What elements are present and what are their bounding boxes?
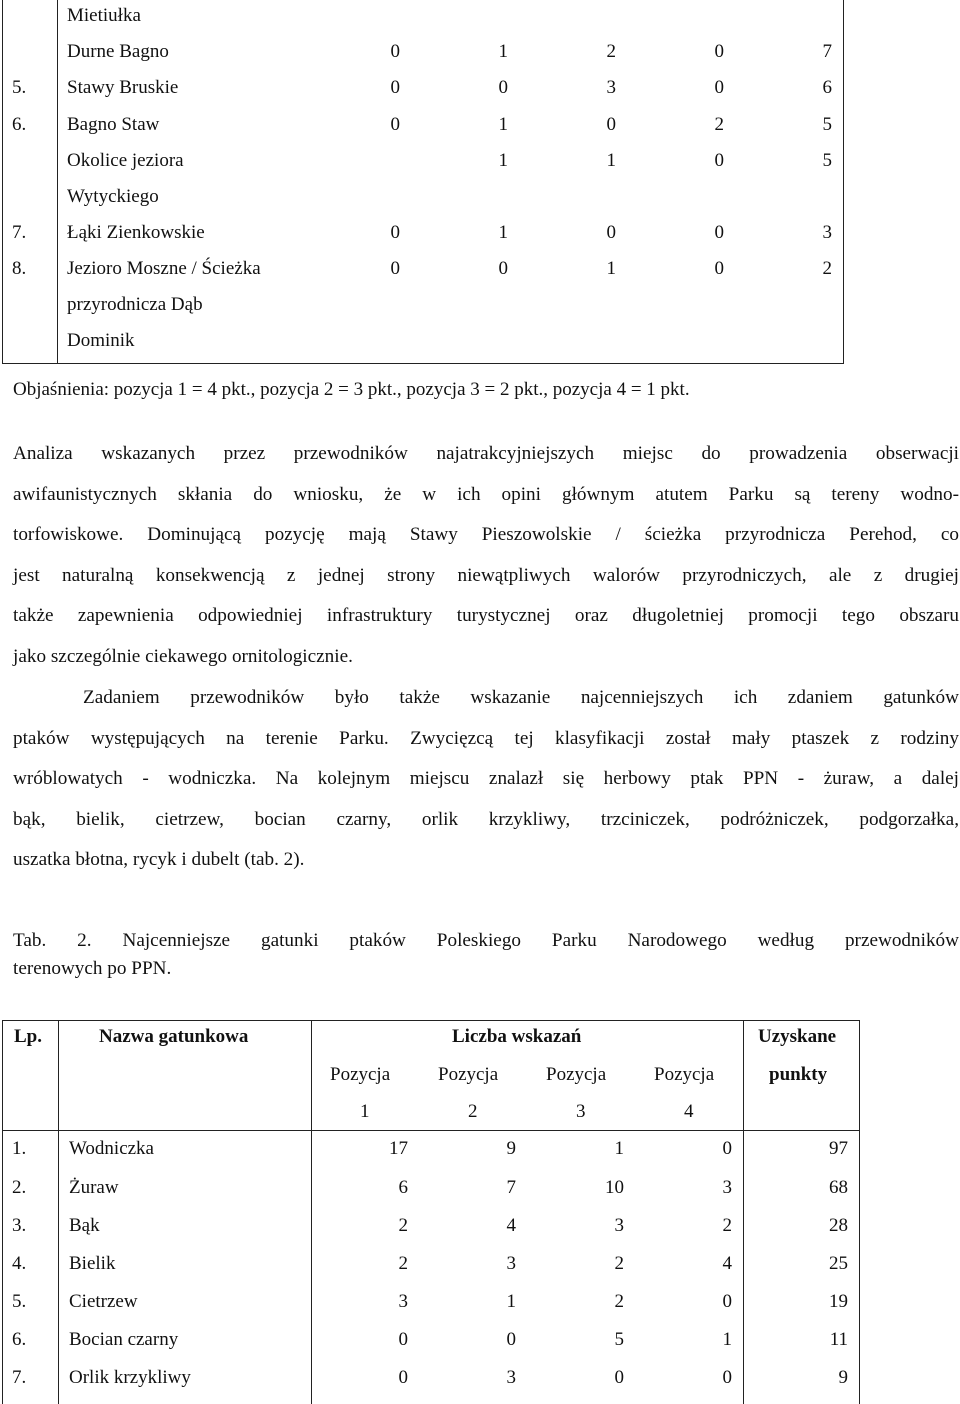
table-row-lp: 6. <box>12 114 27 135</box>
table-row-lp: 8. <box>12 258 27 279</box>
table-cell: 0 <box>398 1367 408 1388</box>
table-cell: 0 <box>614 1367 624 1388</box>
table-cell: 5 <box>614 1329 624 1350</box>
table-cell: 2 <box>398 1215 408 1236</box>
table-cell-name: Wodniczka <box>69 1138 154 1159</box>
table-row <box>0 1253 860 1291</box>
table-cell: 5 <box>822 150 832 171</box>
table-cell: 3 <box>398 1291 408 1312</box>
table-row <box>0 1177 860 1215</box>
table-cell: 2 <box>606 41 616 62</box>
table-cell: 1 <box>506 1291 516 1312</box>
table-cell: 0 <box>714 222 724 243</box>
column-header-position-1: Pozycja <box>330 1064 391 1085</box>
table-row-name: przyrodnicza Dąb <box>67 294 203 315</box>
table-cell: 0 <box>390 77 400 98</box>
paragraph-line: uszatka błotna, rycyk i dubelt (tab. 2). <box>13 849 305 870</box>
table-cell: 7 <box>506 1177 516 1198</box>
table-cell: 1 <box>498 41 508 62</box>
table-cell-name: Bocian czarny <box>69 1329 179 1350</box>
table-cell-name: Bąk <box>69 1215 100 1236</box>
table-1-col-divider <box>57 0 58 364</box>
table-cell: 0 <box>390 258 400 279</box>
column-header-name: Nazwa gatunkowa <box>99 1026 249 1047</box>
table-row <box>0 1215 860 1253</box>
paragraph-line: bąk, bielik, cietrzew, bocian czarny, orlik krzykliwy, trzciniczek, podróżniczek, podgorzałka, <box>13 808 959 830</box>
table-row-name: Jezioro Moszne / Ścieżka <box>67 258 261 279</box>
paragraph-species <box>13 678 959 881</box>
table-row-name: Mietiułka <box>67 5 141 26</box>
table-cell: 0 <box>498 77 508 98</box>
table-cell: 19 <box>829 1291 848 1312</box>
table-cell: 2 <box>614 1253 624 1274</box>
table-row-lp: 7. <box>12 222 27 243</box>
table-cell: 10 <box>605 1177 624 1198</box>
table-row-name: Okolice jeziora <box>67 150 184 171</box>
table-cell: 0 <box>606 222 616 243</box>
column-header-position-2-num: 2 <box>468 1101 478 1122</box>
table-cell: 4 <box>506 1215 516 1236</box>
table-1-border-right <box>843 0 844 364</box>
table-cell: 0 <box>714 41 724 62</box>
table-row-name: Stawy Bruskie <box>67 77 179 98</box>
table-cell: 2 <box>614 1291 624 1312</box>
table-cell: 0 <box>714 77 724 98</box>
table-cell: 2 <box>722 1215 732 1236</box>
table-cell: 1 <box>606 150 616 171</box>
paragraph-line: także zapewnienia odpowiedniej infrastruktury turystycznej oraz długoletniej promocji tego obszaru <box>13 605 959 626</box>
table-cell: 3 <box>506 1367 516 1388</box>
table-cell: 68 <box>829 1177 848 1198</box>
column-header-position-2: Pozycja <box>438 1064 499 1085</box>
table-2-border-top <box>2 1020 860 1021</box>
table-cell: 25 <box>829 1253 848 1274</box>
table-cell: 5 <box>822 114 832 135</box>
table-cell: 0 <box>390 222 400 243</box>
table-cell: 0 <box>390 114 400 135</box>
table-row-name: Dominik <box>67 330 135 351</box>
table-cell-name: Żuraw <box>69 1177 119 1198</box>
table-cell: 1 <box>498 114 508 135</box>
table-cell: 9 <box>506 1138 516 1159</box>
table-cell: 0 <box>722 1367 732 1388</box>
table-2-caption <box>13 927 959 983</box>
table-cell: 0 <box>498 258 508 279</box>
table-cell: 3 <box>606 77 616 98</box>
caption-line: Tab. 2. Najcenniejsze gatunki ptaków Poleskiego Parku Narodowego według przewodników <box>13 930 959 951</box>
column-header-count: Liczba wskazań <box>452 1026 582 1047</box>
paragraph-line: wróblowatych - wodniczka. Na kolejnym miejscu znalazł się herbowy ptak PPN - żuraw, a dalej <box>13 768 959 789</box>
table-cell: 11 <box>829 1329 848 1350</box>
table-cell: 9 <box>838 1367 848 1388</box>
table-cell: 3 <box>614 1215 624 1236</box>
table-cell: 28 <box>829 1215 848 1236</box>
table-cell: 2 <box>714 114 724 135</box>
column-header-points: Uzyskane <box>758 1026 837 1047</box>
paragraph-line: jako szczególnie ciekawego ornitologicznie. <box>13 645 353 667</box>
column-header-position-4: Pozycja <box>654 1064 715 1085</box>
table-cell: 0 <box>714 150 724 171</box>
table-cell: 0 <box>506 1329 516 1350</box>
table-1-explanation: Objaśnienia: pozycja 1 = 4 pkt., pozycja 2 = 3 pkt., pozycja 3 = 2 pkt., pozycja 4 = 1 pkt. <box>13 379 690 400</box>
table-cell-lp: 5. <box>12 1291 27 1312</box>
table-cell: 1 <box>722 1329 732 1350</box>
table-1-border-left <box>2 0 3 364</box>
paragraph-line: jest naturalną konsekwencją z jednej strony niewątpliwych walorów przyrodniczych, ale z drugiej <box>13 564 959 586</box>
table-cell-lp: 6. <box>12 1329 27 1350</box>
column-header-position-1-num: 1 <box>360 1101 370 1122</box>
table-row-name: Łąki Zienkowskie <box>67 222 205 243</box>
table-cell: 2 <box>398 1253 408 1274</box>
table-1-border-bottom <box>2 363 844 364</box>
table-row-name: Bagno Staw <box>67 114 160 135</box>
table-cell-lp: 1. <box>12 1138 27 1159</box>
table-cell: 97 <box>829 1138 848 1159</box>
column-header-position-3: Pozycja <box>546 1064 607 1085</box>
table-cell: 6 <box>398 1177 408 1198</box>
caption-line: terenowych po PPN. <box>13 958 172 979</box>
table-cell: 1 <box>498 222 508 243</box>
table-row <box>0 1329 860 1367</box>
table-cell-lp: 3. <box>12 1215 27 1236</box>
table-row <box>0 1138 860 1176</box>
table-cell-lp: 2. <box>12 1177 27 1198</box>
table-2-header-divider <box>2 1130 860 1131</box>
table-cell: 0 <box>714 258 724 279</box>
paragraph-line: Analiza wskazanych przez przewodników najatrakcyjniejszych miejsc do prowadzenia obserwacji <box>13 443 959 464</box>
table-cell: 0 <box>390 41 400 62</box>
table-cell: 7 <box>822 41 832 62</box>
table-row <box>0 1367 860 1404</box>
table-cell: 0 <box>398 1329 408 1350</box>
table-cell: 3 <box>506 1253 516 1274</box>
paragraph-line: Zadaniem przewodników było także wskazanie najcenniejszych ich zdaniem gatunków <box>83 687 959 708</box>
table-cell-name: Bielik <box>69 1253 116 1274</box>
table-cell-lp: 4. <box>12 1253 27 1274</box>
column-header-lp: Lp. <box>14 1026 42 1047</box>
table-cell: 0 <box>722 1138 732 1159</box>
table-cell: 2 <box>822 258 832 279</box>
paragraph-line: torfowiskowe. Dominującą pozycję mają Stawy Pieszowolskie / ścieżka przyrodnicza Perehod, co <box>13 524 959 545</box>
table-cell-name: Orlik krzykliwy <box>69 1367 191 1388</box>
paragraph-line: awifaunistycznych skłania do wniosku, że w ich opini głównym atutem Parku są tereny wodno- <box>13 483 959 505</box>
table-cell: 1 <box>606 258 616 279</box>
table-cell: 0 <box>606 114 616 135</box>
table-row-name: Durne Bagno <box>67 41 169 62</box>
table-cell: 1 <box>498 150 508 171</box>
table-cell-name: Cietrzew <box>69 1291 138 1312</box>
table-row-name: Wytyckiego <box>67 186 159 207</box>
table-cell: 0 <box>722 1291 732 1312</box>
table-cell: 3 <box>822 222 832 243</box>
table-cell: 6 <box>822 77 832 98</box>
paragraph-line: ptaków występujących na terenie Parku. Zwycięzcą tej klasyfikacji został mały ptaszek z rodziny <box>13 727 959 749</box>
column-header-position-3-num: 3 <box>576 1101 586 1122</box>
table-row <box>0 1291 860 1329</box>
column-header-position-4-num: 4 <box>684 1101 694 1122</box>
column-header-points: punkty <box>769 1064 828 1085</box>
table-cell: 3 <box>722 1177 732 1198</box>
paragraph-analysis <box>13 434 959 677</box>
table-cell: 4 <box>722 1253 732 1274</box>
table-cell-lp: 7. <box>12 1367 27 1388</box>
table-cell: 1 <box>614 1138 624 1159</box>
table-cell: 17 <box>389 1138 408 1159</box>
table-row-lp: 5. <box>12 77 27 98</box>
